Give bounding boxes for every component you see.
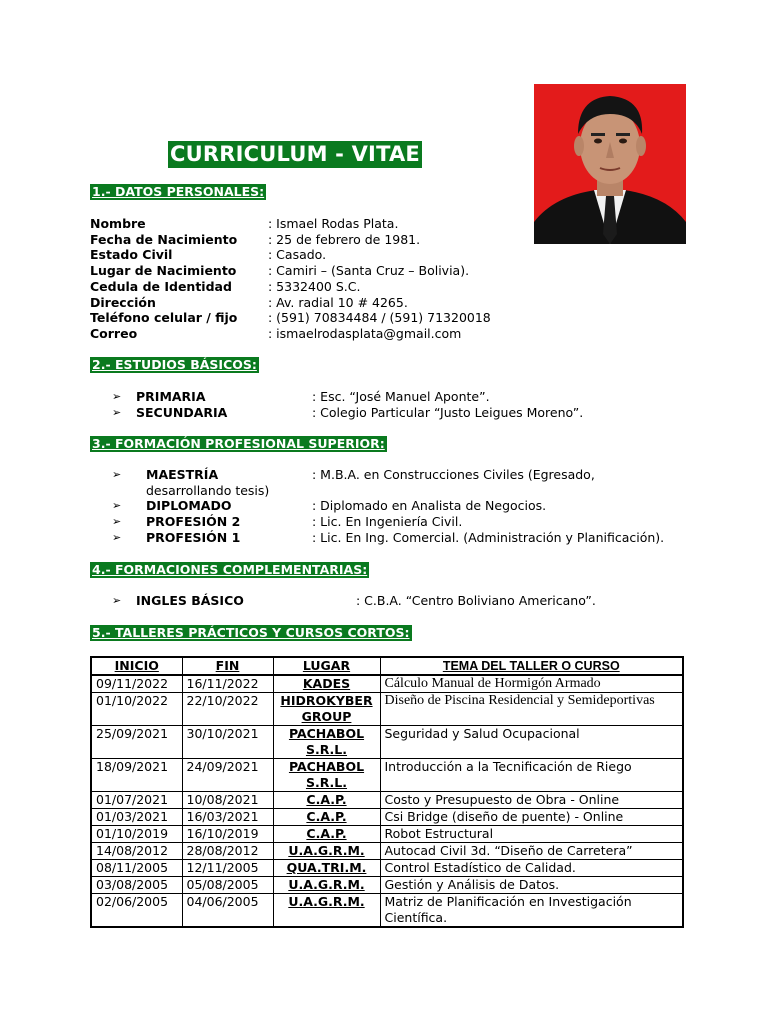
cell-inicio: 18/09/2021 — [91, 759, 182, 792]
higher-value: : M.B.A. en Construcciones Civiles (Egresado, — [312, 467, 595, 482]
cell-tema: Control Estadístico de Calidad. — [380, 860, 683, 877]
personal-row — [90, 310, 690, 326]
personal-value: : Ismael Rodas Plata. — [268, 216, 399, 231]
cell-tema: Csi Bridge (diseño de puente) - Online — [380, 809, 683, 826]
personal-value: : 25 de febrero de 1981. — [268, 231, 421, 247]
higher-value: : Diplomado en Analista de Negocios. — [312, 498, 547, 514]
email-value: : ismaelrodasplata@gmail.com — [268, 325, 462, 341]
cell-lugar: QUA.TRI.M. — [273, 860, 380, 877]
cell-fin: 04/06/2005 — [182, 894, 273, 928]
cell-fin: 30/10/2021 — [182, 726, 273, 759]
table-row — [91, 826, 683, 843]
personal-label: Correo — [90, 325, 138, 341]
arrow-bullet-icon: ➢ — [112, 530, 122, 544]
cell-lugar: HIDROKYBER GROUP — [273, 693, 380, 726]
personal-label: Lugar de Nacimiento — [90, 263, 237, 279]
higher-label: PROFESIÓN 2 — [146, 514, 241, 530]
table-row — [91, 675, 683, 693]
complementary-value: : C.B.A. “Centro Boliviano Americano”. — [356, 593, 596, 608]
table-row — [91, 843, 683, 860]
personal-row — [90, 295, 690, 311]
higher-label: PROFESIÓN 1 — [146, 529, 241, 545]
cell-lugar: U.A.G.R.M. — [273, 894, 380, 928]
courses-table — [90, 656, 684, 928]
cell-inicio: 08/11/2005 — [91, 860, 182, 877]
cell-fin: 16/10/2019 — [182, 826, 273, 843]
section-complementary-heading: 4.- FORMACIONES COMPLEMENTARIAS: — [92, 562, 368, 577]
personal-label: Teléfono celular / fijo — [90, 310, 238, 326]
cell-tema: Seguridad y Salud Ocupacional — [380, 726, 683, 759]
personal-row — [90, 216, 690, 232]
arrow-bullet-icon: ➢ — [112, 594, 122, 607]
arrow-bullet-icon: ➢ — [112, 405, 122, 419]
cell-tema: Autocad Civil 3d. “Diseño de Carretera” — [380, 843, 683, 860]
higher-label: DIPLOMADO — [146, 498, 232, 514]
cell-lugar: C.A.P. — [273, 809, 380, 826]
basic-row — [112, 389, 712, 405]
cell-lugar: KADES — [273, 675, 380, 693]
section-basic-heading: 2.- ESTUDIOS BÁSICOS: — [92, 357, 257, 372]
personal-row — [90, 247, 690, 263]
cell-lugar: C.A.P. — [273, 826, 380, 843]
cell-tema: Robot Estructural — [380, 826, 683, 843]
column-header-lugar: LUGAR — [273, 657, 380, 675]
personal-value: : Camiri – (Santa Cruz – Bolivia). — [268, 263, 470, 279]
personal-value: : (591) 70834484 / (591) 71320018 — [268, 310, 491, 326]
cell-inicio: 01/10/2019 — [91, 826, 182, 843]
arrow-bullet-icon: ➢ — [112, 390, 122, 403]
cell-fin: 28/08/2012 — [182, 843, 273, 860]
complementary-label: INGLES BÁSICO — [136, 593, 244, 608]
basic-row — [112, 405, 712, 421]
cell-fin: 16/11/2022 — [182, 675, 273, 693]
personal-label: Estado Civil — [90, 247, 173, 263]
column-header-fin: FIN — [182, 657, 273, 675]
personal-label: Dirección — [90, 294, 156, 310]
column-header-tema: TEMA DEL TALLER O CURSO — [380, 657, 683, 675]
complementary-row — [112, 593, 712, 609]
cell-lugar: PACHABOL S.R.L. — [273, 759, 380, 792]
cell-tema: Introducción a la Tecnificación de Riego — [380, 759, 683, 792]
higher-row — [112, 467, 712, 483]
table-header-row — [91, 657, 683, 675]
cell-lugar: PACHABOL S.R.L. — [273, 726, 380, 759]
basic-value: : Esc. “José Manuel Aponte”. — [312, 389, 490, 404]
personal-row — [90, 279, 690, 295]
table-row — [91, 759, 683, 792]
table-row — [91, 809, 683, 826]
higher-row — [112, 514, 712, 530]
table-row — [91, 860, 683, 877]
higher-row — [112, 530, 712, 546]
cell-fin: 05/08/2005 — [182, 877, 273, 894]
arrow-bullet-icon: ➢ — [112, 515, 122, 529]
cell-lugar: U.A.G.R.M. — [273, 843, 380, 860]
cell-fin: 12/11/2005 — [182, 860, 273, 877]
cell-tema: Diseño de Piscina Residencial y Semideportivas — [380, 693, 683, 726]
cell-tema: Costo y Presupuesto de Obra - Online — [380, 792, 683, 809]
page-title: CURRICULUM - VITAE — [170, 142, 420, 166]
higher-value: : Lic. En Ing. Comercial. (Administración y Planificación). — [312, 529, 665, 545]
personal-value: : Casado. — [268, 247, 327, 263]
cell-lugar: C.A.P. — [273, 792, 380, 809]
cell-tema: Matriz de Planificación en Investigación Científica. — [380, 894, 683, 928]
higher-continuation: desarrollando tesis) — [146, 482, 270, 498]
personal-label: Cedula de Identidad — [90, 278, 232, 294]
section-personal-heading: 1.- DATOS PERSONALES: — [92, 184, 265, 199]
table-row — [91, 726, 683, 759]
personal-row — [90, 263, 690, 279]
higher-label: MAESTRÍA — [146, 467, 219, 482]
cell-fin: 10/08/2021 — [182, 792, 273, 809]
arrow-bullet-icon: ➢ — [112, 499, 122, 513]
personal-row — [90, 326, 690, 342]
personal-value: : 5332400 S.C. — [268, 278, 361, 294]
cell-inicio: 14/08/2012 — [91, 843, 182, 860]
basic-value: : Colegio Particular “Justo Leigues Moreno”. — [312, 404, 584, 420]
cell-fin: 24/09/2021 — [182, 759, 273, 792]
cell-inicio: 01/03/2021 — [91, 809, 182, 826]
cell-inicio: 01/10/2022 — [91, 693, 182, 726]
cell-fin: 22/10/2022 — [182, 693, 273, 726]
higher-row — [112, 498, 712, 514]
cell-fin: 16/03/2021 — [182, 809, 273, 826]
table-row — [91, 693, 683, 726]
personal-row — [90, 232, 690, 248]
table-row — [91, 792, 683, 809]
column-header-inicio: INICIO — [91, 657, 182, 675]
section-workshops-heading: 5.- TALLERES PRÁCTICOS Y CURSOS CORTOS: — [92, 625, 410, 640]
cell-inicio: 09/11/2022 — [91, 675, 182, 693]
table-row — [91, 877, 683, 894]
personal-label: Fecha de Nacimiento — [90, 231, 238, 247]
section-higher-heading: 3.- FORMACIÓN PROFESIONAL SUPERIOR: — [92, 436, 385, 451]
cell-inicio: 02/06/2005 — [91, 894, 182, 928]
cell-tema: Gestión y Análisis de Datos. — [380, 877, 683, 894]
cell-inicio: 25/09/2021 — [91, 726, 182, 759]
cell-tema: Cálculo Manual de Hormigón Armado — [380, 675, 683, 693]
arrow-bullet-icon: ➢ — [112, 468, 122, 481]
basic-label: SECUNDARIA — [136, 404, 228, 420]
personal-label: Nombre — [90, 216, 146, 231]
table-row — [91, 894, 683, 928]
basic-label: PRIMARIA — [136, 389, 206, 404]
cell-lugar: U.A.G.R.M. — [273, 877, 380, 894]
higher-value: : Lic. En Ingeniería Civil. — [312, 514, 463, 530]
personal-value: : Av. radial 10 # 4265. — [268, 294, 408, 310]
cell-inicio: 03/08/2005 — [91, 877, 182, 894]
cell-inicio: 01/07/2021 — [91, 792, 182, 809]
